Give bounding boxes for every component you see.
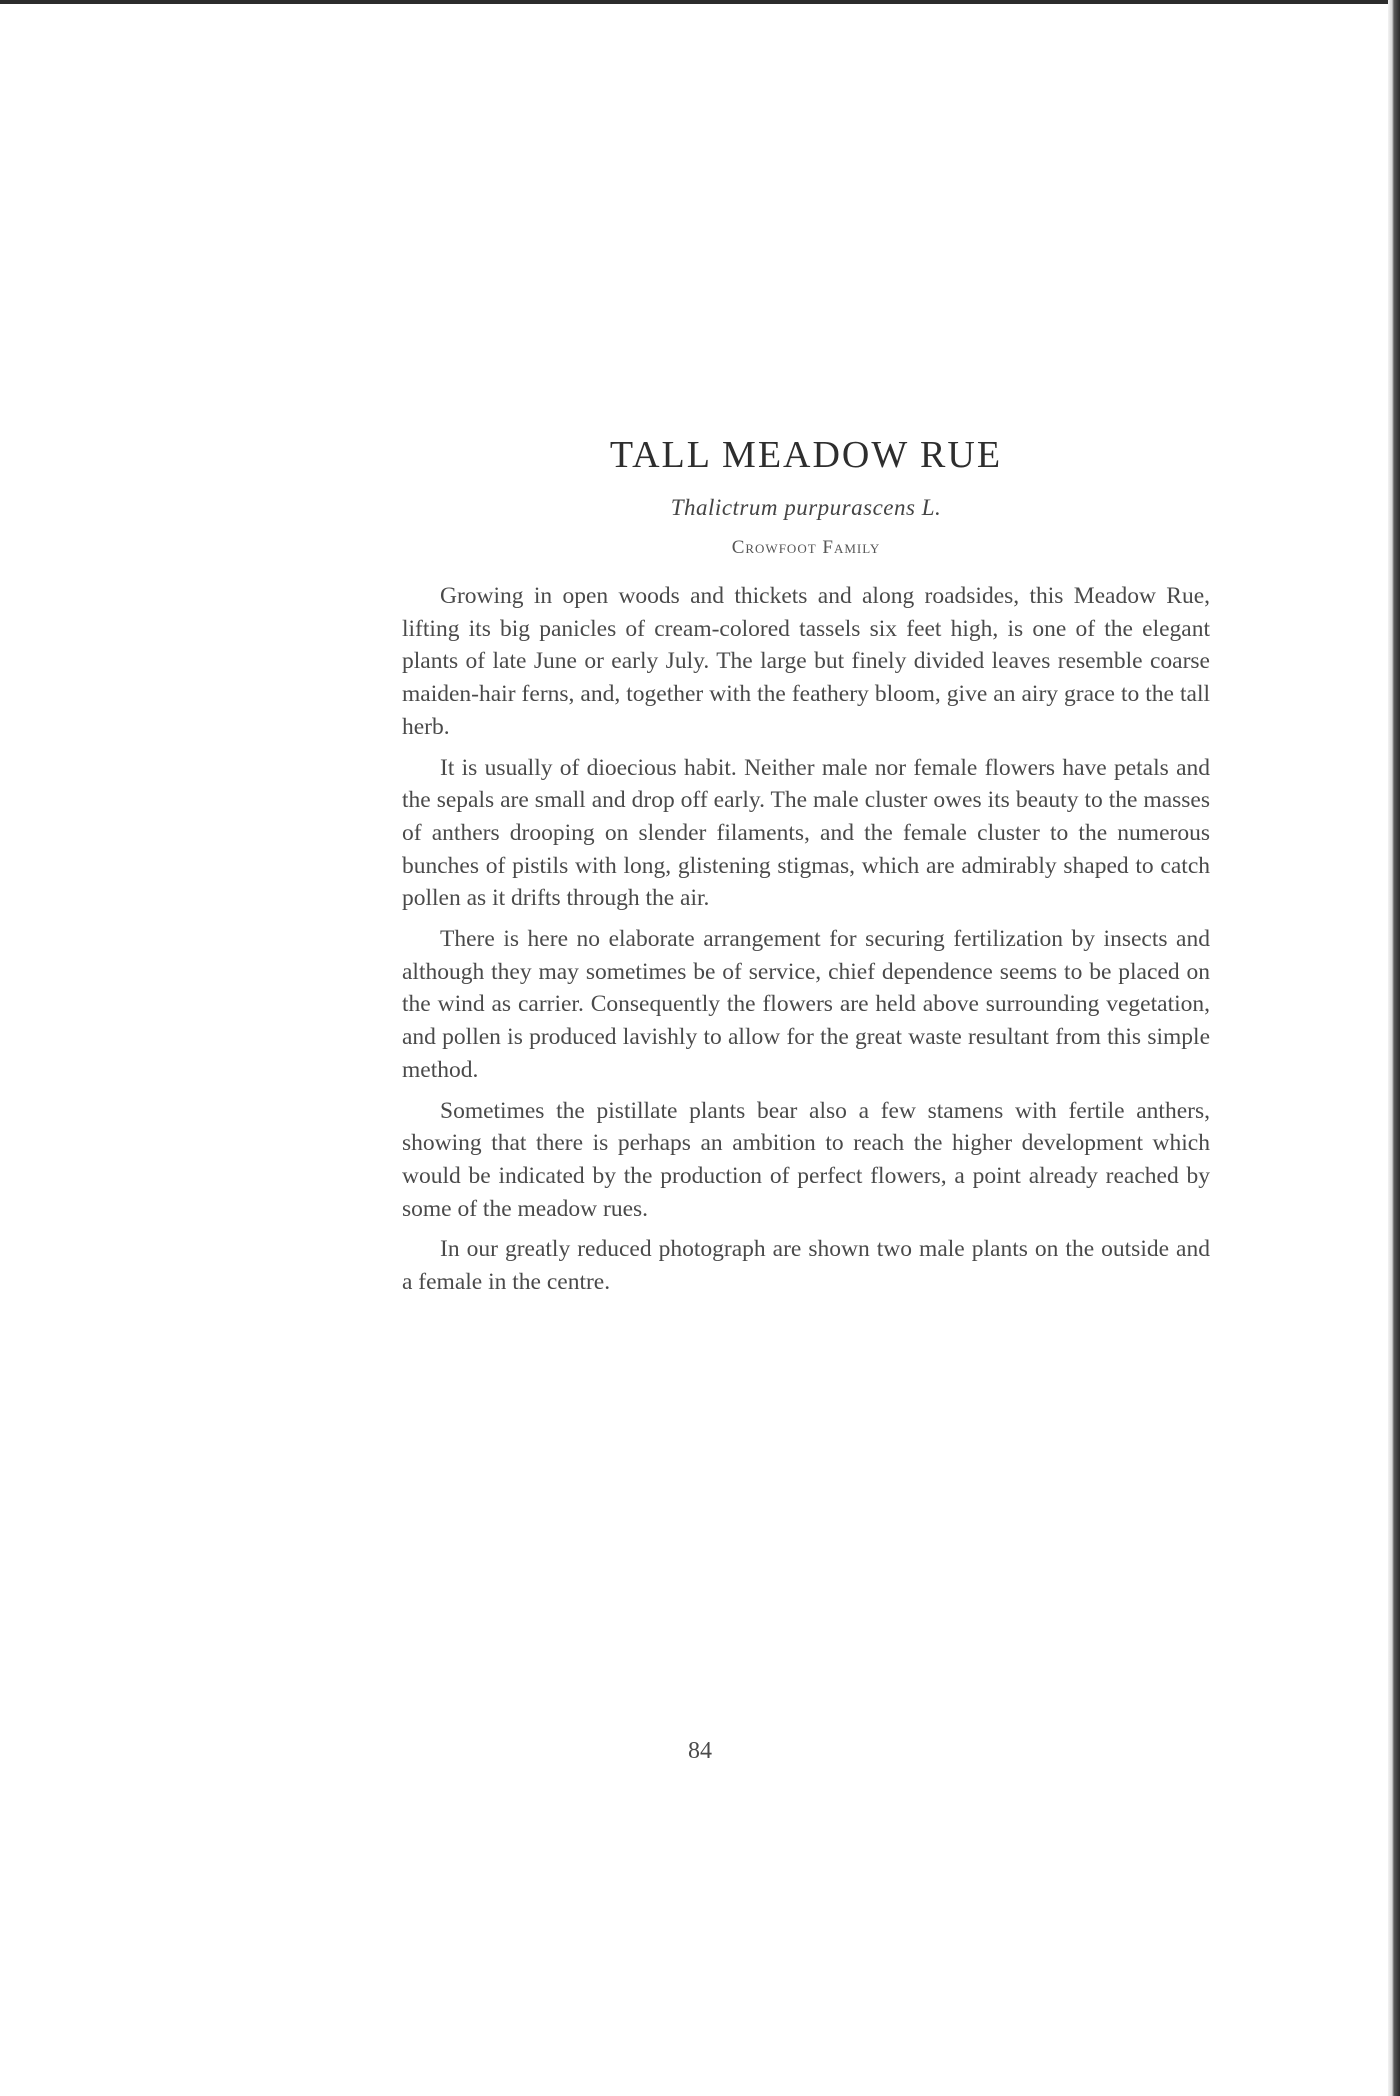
page-number: 84 [688, 1738, 712, 1764]
scan-border-top [0, 0, 1400, 4]
paragraph: In our greatly reduced photograph are shown two male plants on the outside and a female in the centre. [402, 1236, 1210, 1296]
paragraph: Growing in open woods and thickets and along roadsides, this Meadow Rue, lifting its big panicles of cream-colored tassels six feet high, is one of the elegant plants of late June or early July. The large but finely divided leaves resemble coarse maiden-hair ferns, and, together with the feathery bloom, give an airy grace to the tall herb. [402, 583, 1210, 740]
page-content [402, 430, 1210, 1307]
plant-family: Crowfoot Family [731, 537, 881, 558]
body-text [402, 580, 1210, 1299]
paragraph: There is here no elaborate arrangement for securing fertilization by insects and although they may sometimes be of service, chief dependence seems to be placed on the wind as carrier. Consequently the flowers are held above surrounding vegetation, and pollen is produced lavishly to allow for the great waste resultant from this simple method. [402, 926, 1210, 1083]
paragraph: It is usually of dioecious habit. Neither male nor female flowers have petals and the sepals are small and drop off early. The male cluster owes its beauty to the masses of anthers drooping on slender filaments, and the female cluster to the numerous bunches of pistils with long, glistening stigmas, which are admirably shaped to catch pollen as it drifts through the air. [402, 754, 1210, 912]
page-title: TALL MEADOW RUE [609, 434, 1003, 476]
latin-name: Thalictrum purpurascens L. [670, 495, 942, 520]
paragraph: Sometimes the pistillate plants bear also a few stamens with fertile anthers, showing that there is perhaps an ambition to reach the higher development which would be indicated by the production of perfect flowers, a point already reached by some of the meadow rues. [402, 1097, 1210, 1222]
scan-border-right [1388, 0, 1400, 2096]
